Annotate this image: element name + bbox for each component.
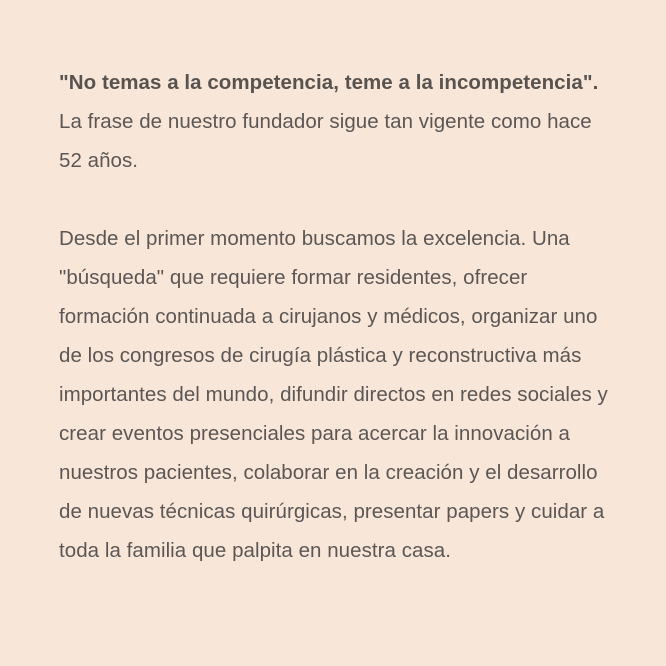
intro-paragraph — [59, 63, 599, 180]
body-paragraph: Desde el primer momento buscamos la excelencia. Una "búsqueda" que requiere formar residentes, ofrecer formación continuada a cirujanos y médicos, organizar uno de los congresos de cirugía plástica y reconstructiva más importantes del mundo, difundir directos en redes sociales y crear eventos presenciales para acercar la innovación a nuestros pacientes, colaborar en la creación y el desarrollo de nuevas técnicas quirúrgicas, presentar papers y cuidar a toda la familia que palpita en nuestra casa. — [59, 227, 608, 562]
founder-quote: "No temas a la competencia, teme a la incompetencia". — [59, 71, 599, 94]
intro-text: La frase de nuestro fundador sigue tan vigente como hace 52 años. — [59, 110, 592, 172]
